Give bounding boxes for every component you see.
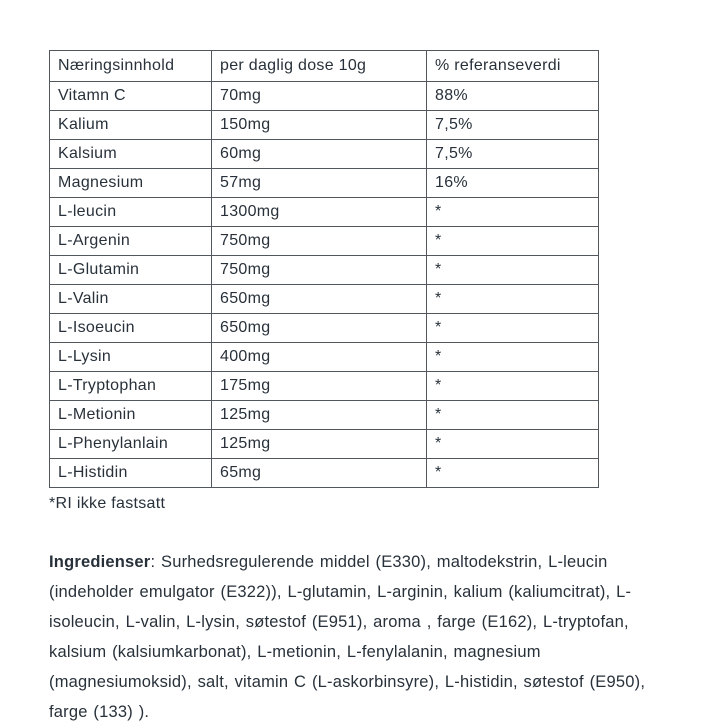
table-row: [50, 111, 599, 140]
nutrient-reference: *: [427, 343, 599, 372]
nutrient-reference: 16%: [427, 169, 599, 198]
table-row: [50, 140, 599, 169]
table-row: [50, 198, 599, 227]
nutrient-amount: 125mg: [212, 430, 427, 459]
nutrient-amount: 650mg: [212, 285, 427, 314]
nutrient-reference: *: [427, 430, 599, 459]
nutrient-name: Magnesium: [50, 169, 212, 198]
nutrient-name: Kalsium: [50, 140, 212, 169]
nutrient-amount: 400mg: [212, 343, 427, 372]
ri-footnote: *RI ikke fastsatt: [49, 495, 166, 512]
table-row: [50, 82, 599, 111]
nutrient-amount: 150mg: [212, 111, 427, 140]
nutrient-reference: 88%: [427, 82, 599, 111]
nutrient-name: Vitamn C: [50, 82, 212, 111]
table-header-row: [50, 51, 599, 82]
table-row: [50, 372, 599, 401]
table-row: [50, 343, 599, 372]
nutrient-amount: 750mg: [212, 256, 427, 285]
nutrient-name: L-Tryptophan: [50, 372, 212, 401]
ingredients-paragraph: [49, 547, 671, 727]
nutrition-table: [49, 50, 599, 488]
nutrient-reference: *: [427, 227, 599, 256]
nutrient-name: L-Lysin: [50, 343, 212, 372]
nutrient-name: L-leucin: [50, 198, 212, 227]
table-row: [50, 314, 599, 343]
nutrient-name: L-Valin: [50, 285, 212, 314]
nutrient-reference: *: [427, 401, 599, 430]
table-row: [50, 459, 599, 488]
table-row: [50, 285, 599, 314]
nutrient-name: L-Metionin: [50, 401, 212, 430]
table-row: [50, 401, 599, 430]
column-header-reference: % referanseverdi: [427, 51, 599, 82]
table-row: [50, 169, 599, 198]
nutrient-amount: 1300mg: [212, 198, 427, 227]
nutrient-amount: 750mg: [212, 227, 427, 256]
nutrient-reference: 7,5%: [427, 111, 599, 140]
nutrient-name: Kalium: [50, 111, 212, 140]
nutrient-amount: 70mg: [212, 82, 427, 111]
nutrient-amount: 60mg: [212, 140, 427, 169]
nutrient-amount: 125mg: [212, 401, 427, 430]
ingredients-text: : Surhedsregulerende middel (E330), maltodekstrin, L-leucin (indeholder emulgator (E322)), L-glutamin, L-arginin, kalium (kaliumcitrat), L-isoleucin, L-valin, L-lysin, søtestof (E951), aroma , farge (E162), L-tryptofan, kalsium (kalsiumkarbonat), L-metionin, L-fenylalanin, magnesium (magnesiumoksid), salt, vitamin C (L-askorbinsyre), L-histidin, søtestof (E950), farge (133) ).: [49, 553, 646, 721]
nutrient-name: L-Glutamin: [50, 256, 212, 285]
ingredients-label: Ingredienser: [49, 553, 151, 571]
nutrient-name: L-Histidin: [50, 459, 212, 488]
table-row: [50, 256, 599, 285]
nutrient-reference: *: [427, 372, 599, 401]
nutrient-name: L-Argenin: [50, 227, 212, 256]
nutrient-name: L-Isoeucin: [50, 314, 212, 343]
label-content: [49, 50, 671, 727]
nutrient-amount: 175mg: [212, 372, 427, 401]
column-header-dose: per daglig dose 10g: [212, 51, 427, 82]
column-header-nutrient: Næringsinnhold: [50, 51, 212, 82]
nutrient-amount: 57mg: [212, 169, 427, 198]
nutrient-reference: *: [427, 256, 599, 285]
nutrient-reference: *: [427, 459, 599, 488]
table-row: [50, 430, 599, 459]
nutrient-amount: 65mg: [212, 459, 427, 488]
nutrient-reference: *: [427, 198, 599, 227]
table-row: [50, 227, 599, 256]
nutrient-amount: 650mg: [212, 314, 427, 343]
nutrient-reference: *: [427, 314, 599, 343]
nutrient-name: L-Phenylanlain: [50, 430, 212, 459]
nutrient-reference: *: [427, 285, 599, 314]
nutrient-reference: 7,5%: [427, 140, 599, 169]
